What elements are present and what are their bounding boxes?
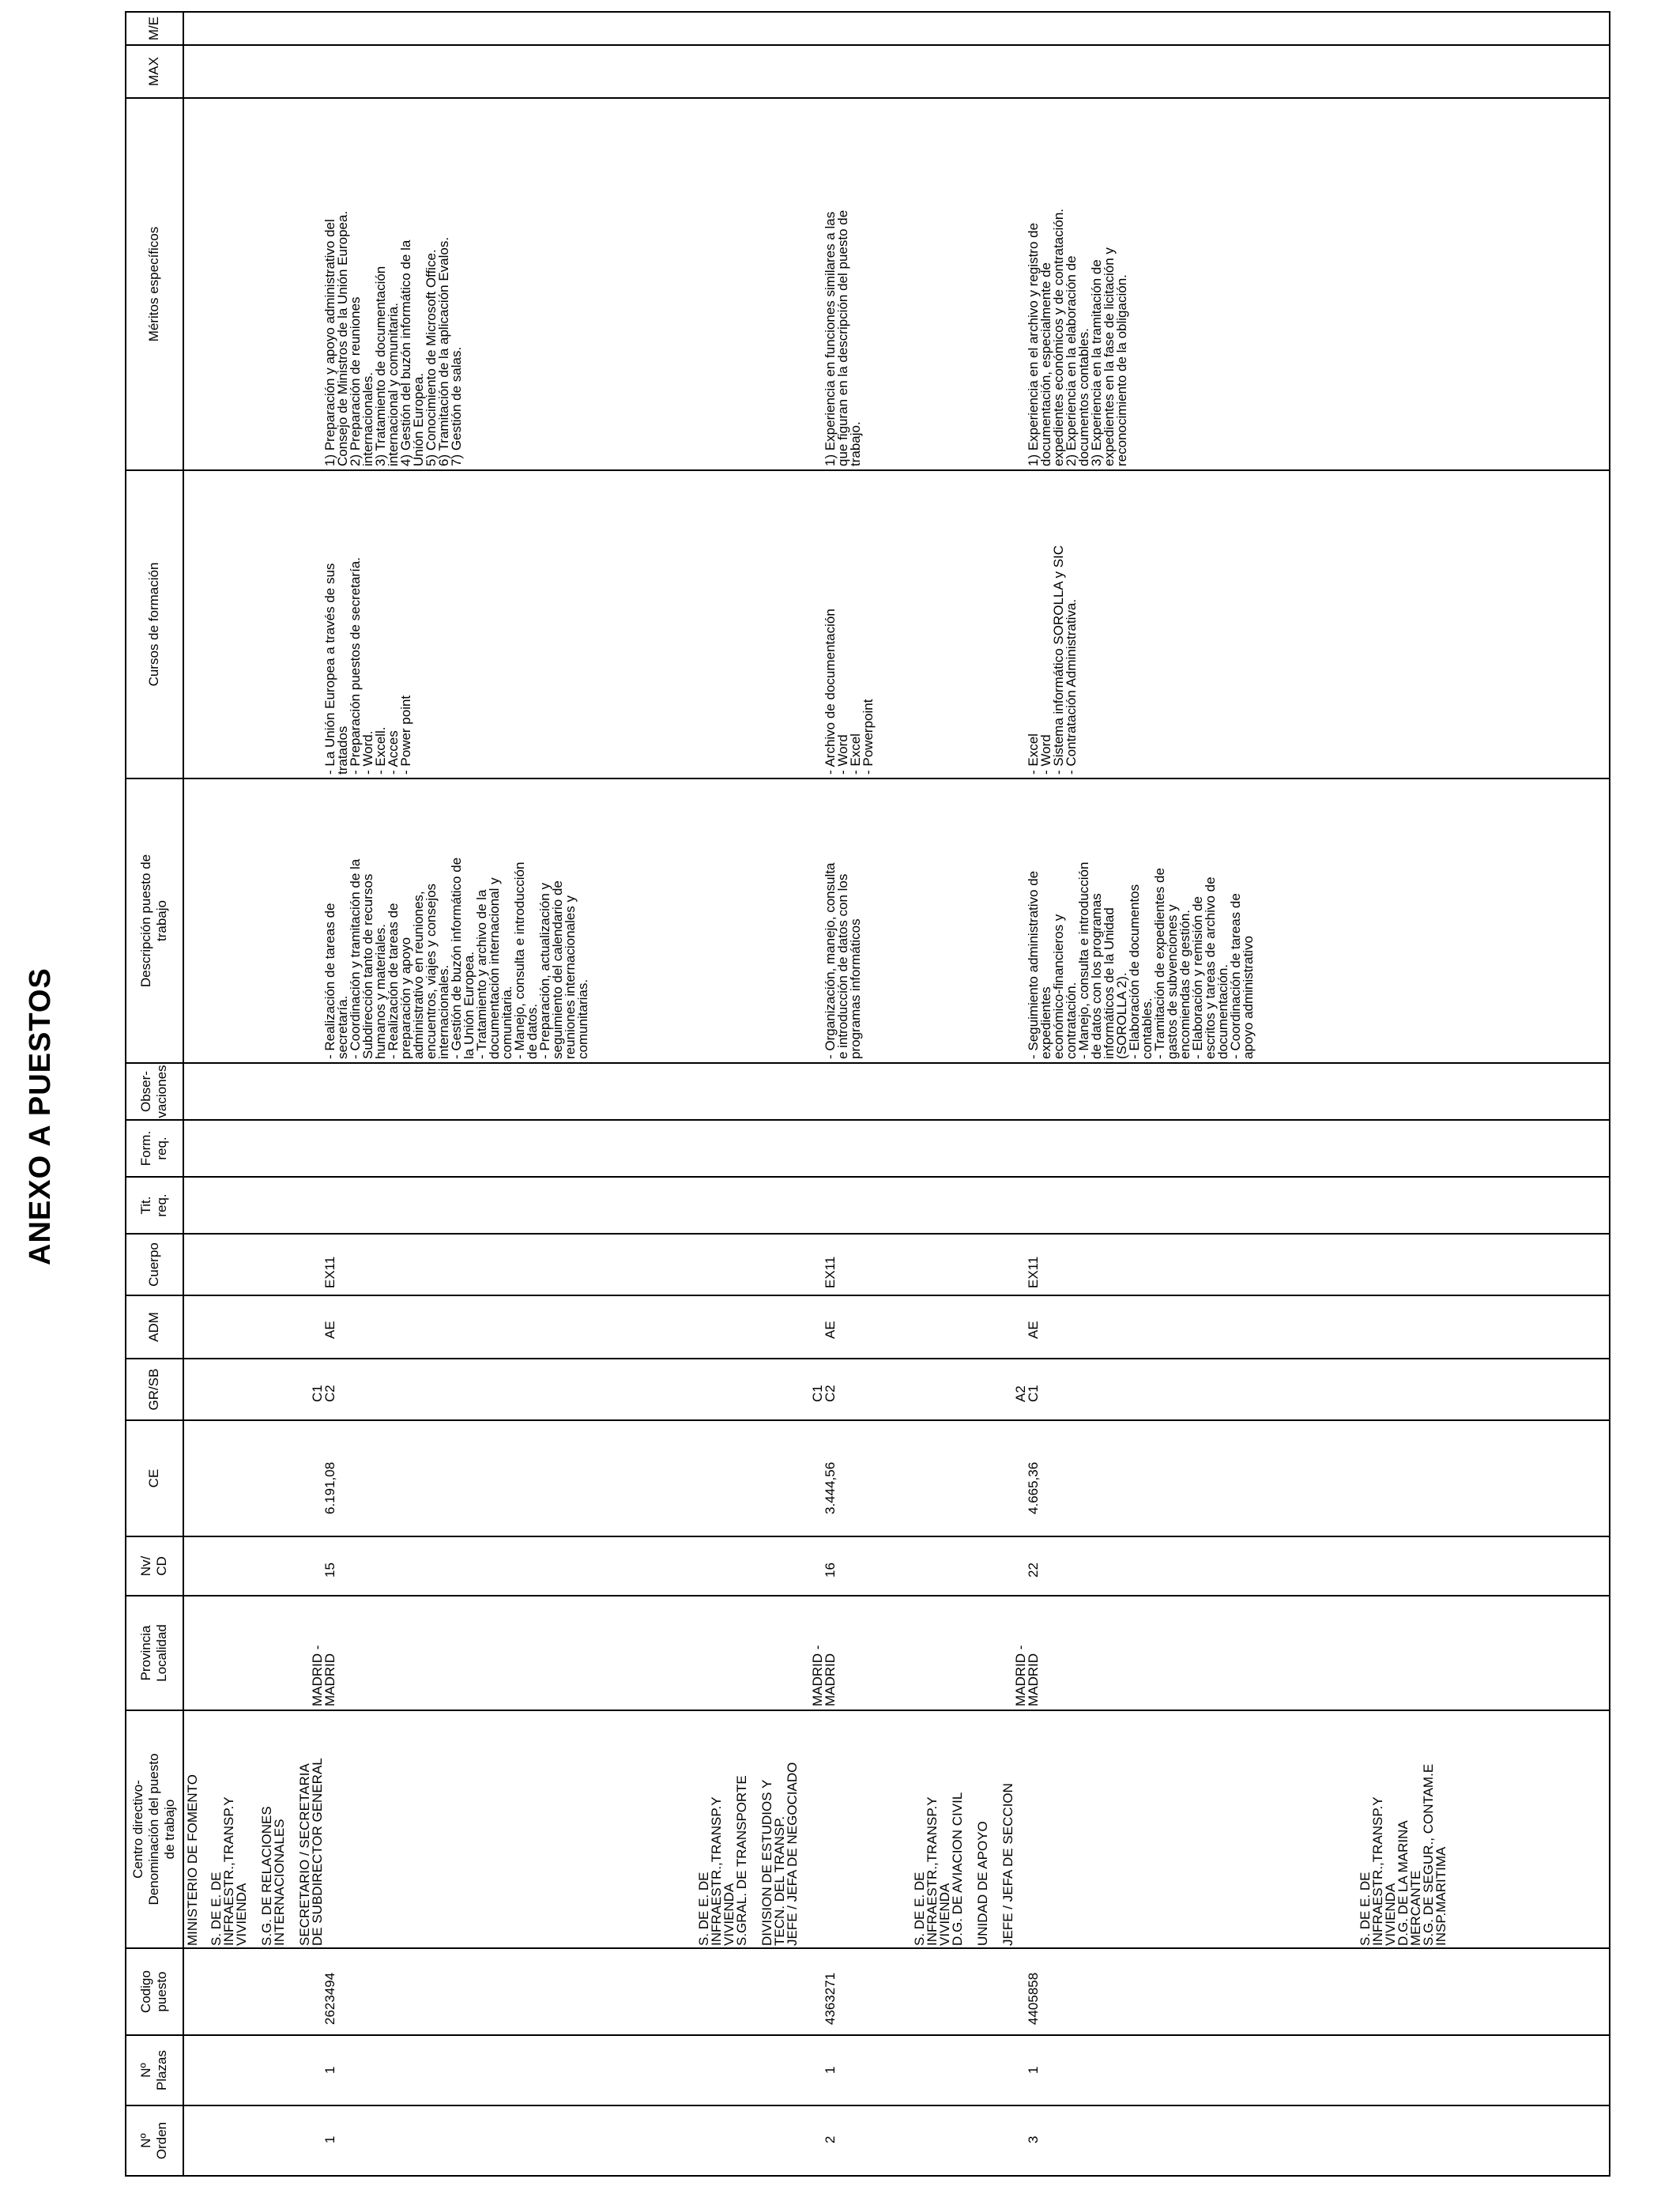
row2-provincia: MADRID - MADRID — [810, 1645, 838, 1706]
header-grsb: GR/SB — [146, 1368, 161, 1411]
header-plazas: Nº Plazas — [138, 2049, 169, 2091]
column-separator — [125, 1536, 1610, 1537]
row2-cuerpo: EX11 — [823, 1256, 838, 1288]
row1-meritos: 1) Preparación y apoyo administrativo del Consejo de Ministros de la Unión Europea. 2) Preparación de reuniones internacionales. 3) Tratamiento de documentación internacional y comunitaria. 4) Gestión del buzón informático de la Unión Europea. 5) Conocimiento de Microsoft Office. 6) Tramitación de la aplicación Evalos. 7) Gestión de salas. — [322, 210, 464, 466]
row1-cursos: - La Unión Europea a través de sus tratados - Preparación puestos de secretaría. - Word. - Excell. - Acces - Power point — [322, 557, 413, 775]
row2-grsb: C1 C2 — [810, 1385, 838, 1402]
row3-cursos: - Excel - Word - Sistema informático SOROLLA y SIC - Contratación Administrativa. — [1026, 545, 1079, 775]
row1-ce: 6.191,08 — [322, 1461, 337, 1514]
column-separator — [125, 1595, 1610, 1596]
header-codigo: Codigo puesto — [138, 1970, 169, 2013]
row1-grsb: C1 C2 — [310, 1385, 337, 1402]
header-adm: ADM — [146, 1312, 161, 1342]
header-descripcion: Descripción puesto de trabajo — [138, 854, 169, 988]
row3-cuerpo: EX11 — [1026, 1256, 1041, 1288]
row2-centro: S. DE E. DE INFRAESTR.,TRANSP.Y VIVIENDA S.GRAL. DE TRANSPORTE DIVISION DE ESTUDIOS Y TECN. DEL TRANSP. JEFE / JEFA DE NEGOCIADO — [696, 1762, 800, 1946]
row3-centro: S. DE E. DE INFRAESTR.,TRANSP.Y VIVIENDA D.G. DE AVIACION CIVIL UNIDAD DE APOYO JEFE / JEFA DE SECCION — [912, 1783, 1015, 1946]
row3-meritos: 1) Experiencia en el archivo y registro de documentación, especialmente de expedientes económicos y de contratación. 2) Experiencia en la elaboración de documentos contables. 3) Experiencia en la tramitación de expedientes en la fase de licitación y reconocimiento de la obligación. — [1026, 208, 1129, 466]
header-nivel: Nv/ CD — [138, 1555, 169, 1577]
row2-adm: AE — [823, 1321, 838, 1339]
header-meritos: Méritos específicos — [146, 226, 161, 342]
header-provincia: Provincia Localidad — [138, 1624, 169, 1682]
header-obs: Obser- vaciones — [138, 1065, 169, 1118]
header-form: Form. req. — [138, 1130, 169, 1167]
column-separator — [125, 2105, 1610, 2106]
row2-meritos: 1) Experiencia en funciones similares a las que figuran en la descripción del puesto de trabajo. — [823, 209, 863, 466]
header-ce: CE — [146, 1468, 161, 1488]
column-separator — [125, 1119, 1610, 1121]
row3-orden: 3 — [1026, 2136, 1041, 2143]
column-separator — [125, 1358, 1610, 1359]
page-title: ANEXO A PUESTOS — [24, 967, 57, 1265]
row3-nivel: 22 — [1026, 1563, 1041, 1578]
row1-codigo: 2623494 — [322, 1972, 337, 2025]
column-separator — [125, 1176, 1610, 1178]
column-separator — [125, 1295, 1610, 1296]
row3-grsb: A2 C1 — [1013, 1385, 1041, 1402]
row1-adm: AE — [322, 1321, 337, 1339]
row1-plazas: 1 — [322, 2066, 337, 2074]
row1-descripcion: - Realización de tareas de secretaría. - Coordinación y tramitación de la Subdirección tanto de recursos humanos y materiales. - Realización de tareas de preparación y apoyo administrativo en reuniones, encuentros, viajes y consejos internacionales. - Gestión de buzón informático de la Unión Europea. - Tratamiento y archivo de la documentación internacional y comunitaria. - Manejo, consulta e introducción de datos. - Preparación, actualización y seguimiento del calendario de reuniones internacionales y comunitarias. — [322, 857, 590, 1059]
column-separator — [125, 44, 1610, 46]
column-separator — [125, 1419, 1610, 1421]
header-cursos: Cursos de formación — [146, 562, 161, 687]
row2-plazas: 1 — [823, 2066, 838, 2074]
row3-provincia: MADRID - MADRID — [1013, 1645, 1041, 1706]
row3-plazas: 1 — [1026, 2066, 1041, 2074]
row1-nivel: 15 — [322, 1563, 337, 1578]
column-separator — [125, 469, 1610, 471]
row2-cursos: - Archivo de documentación - Word - Excel - Powerpoint — [823, 609, 876, 775]
row1-provincia: MADRID - MADRID — [310, 1645, 337, 1706]
next-row-centro: S. DE E. DE INFRAESTR.,TRANSP.Y VIVIENDA D.G. DE LA MARINA MERCANTE S.G. DE SEGUR., CONTAM.E INSP.MARITIMA — [1358, 1763, 1448, 1946]
row2-ce: 3.444,56 — [823, 1461, 838, 1514]
header-cuerpo: Cuerpo — [146, 1242, 161, 1287]
row2-nivel: 16 — [823, 1563, 838, 1578]
row2-codigo: 4363271 — [823, 1972, 838, 2025]
row3-descripcion: - Seguimiento administrativo de expedientes económico-financieros y contratación. - Manejo, consulta e introducción de datos con los programas informáticos de la Unidad (SOROLLA 2). - Elaboración de documentos contables. - Tramitación de expedientes de gastos de subvenciones y encomiendas de gestión. - Elaboración y remisión de escritos y tareas de archivo de documentación. - Coordinación de tareas de apoyo administrativo — [1026, 861, 1256, 1059]
header-me: M/E — [146, 16, 161, 41]
row3-adm: AE — [1026, 1321, 1041, 1339]
header-tit: Tit. req. — [138, 1193, 169, 1217]
column-separator — [125, 1062, 1610, 1064]
column-separator — [125, 97, 1610, 99]
header-max: MAX — [146, 57, 161, 86]
row1-orden: 1 — [322, 2136, 337, 2143]
column-separator — [125, 2034, 1610, 2036]
row3-codigo: 4405858 — [1026, 1972, 1041, 2025]
header-orden: Nº Orden — [138, 2121, 169, 2160]
column-separator — [125, 1233, 1610, 1235]
row2-orden: 2 — [823, 2136, 838, 2143]
table-border-right — [125, 11, 1610, 13]
row1-cuerpo: EX11 — [322, 1256, 337, 1288]
row3-ce: 4.665,36 — [1026, 1461, 1041, 1514]
table-border-bottom — [1609, 11, 1610, 2177]
row1-centro: S. DE E. DE INFRAESTR.,TRANSP.Y VIVIENDA S.G. DE RELACIONES INTERNACIONALES SECRETARIO / SECRETARIA DE SUBDIRECTOR GENERAL — [209, 1758, 325, 1946]
table-border-left — [125, 2175, 1610, 2177]
row2-descripcion: - Organización, manejo, consulta e introducción de datos con los programas informáticos — [823, 862, 863, 1059]
column-separator — [125, 1947, 1610, 1949]
header-centro: Centro directivo- Denominación del puesto de trabajo — [130, 1753, 177, 1906]
ministry-label: MINISTERIO DE FOMENTO — [185, 1774, 200, 1946]
